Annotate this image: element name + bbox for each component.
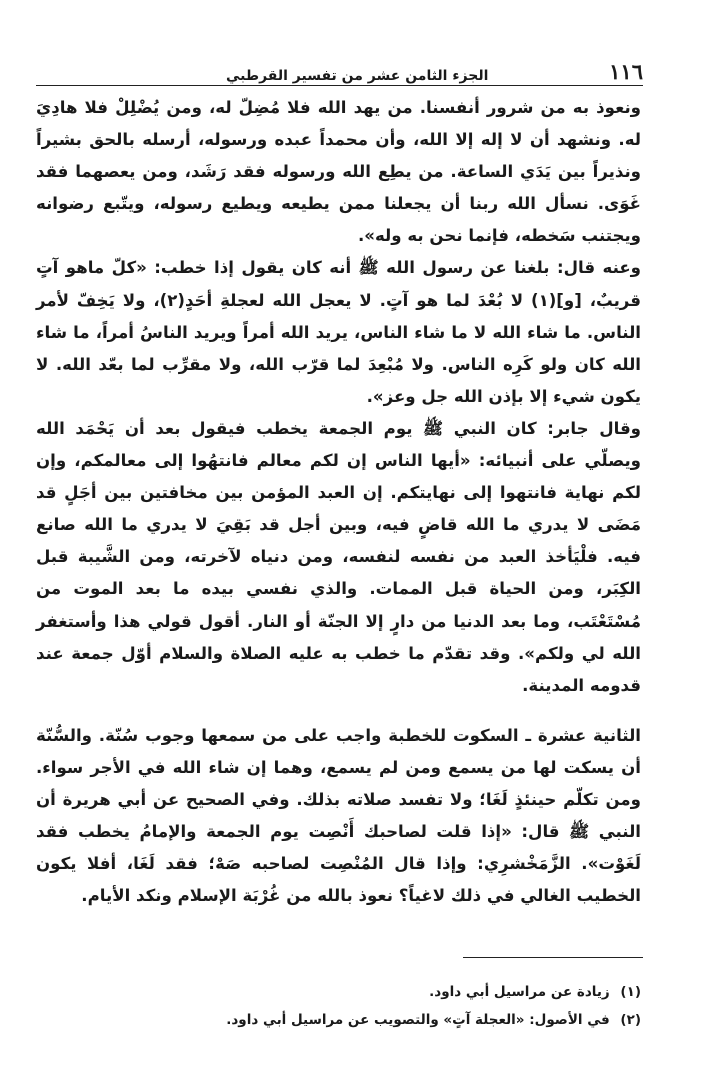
footnote-divider <box>463 957 643 958</box>
footnote-number: (١) <box>620 984 641 1000</box>
footnotes <box>36 978 641 1034</box>
footnote-text: زيادة عن مراسيل أبي داود. <box>429 984 610 1000</box>
paragraph: وقال جابر: كان النبي ﷺ يوم الجمعة يخطب فيقول بعد أن يَحْمَد الله ويصلّي على أنبيائه: «أيها الناس إن لكم معالم فانتهُوا إلى معالمكم، وإن لكم نهاية فانتهوا إلى نهايتكم. إن العبد المؤمن بين مخافتين بين أجَلٍ قد مَضَى لا يدري ما الله قاضٍ فيه، وبين أجل قد بَقِيَ لا يدري ما الله صانع فيه. فلْيَأخذ العبد من نفسه لنفسه، ومن دنياه لآخرته، ومن الشَّيبة قبل الكِبَر، ومن الحياة قبل الممات. والذي نفسي بيده ما بعد الموت من مُسْتَعْتَب، وما بعد الدنيا من دارٍ إلا الجنّة أو النار. أقول قولي هذا وأستغفر الله لي ولكم». وقد تقدّم ما خطب به عليه الصلاة والسلام أوّل جمعة عند قدومه المدينة. <box>36 418 641 695</box>
page-header <box>36 52 643 84</box>
paragraph: ونعوذ به من شرور أنفسنا. من يهد الله فلا مُضِلّ له، ومن يُضْلِلْ فلا هادِيَ له. ونشهد أن لا إله إلا الله، وأن محمداً عبده ورسوله، أرسله بالحق بشيراً ونذيراً بين يَدَي الساعة. من يطِع الله ورسوله فقد رَشَد، ومن يعصهما فقد غَوَى. نسأل الله ربنا أن يجعلنا ممن يطيعه ويطيع رسوله، ويتّبع رضوانه ويجتنب سَخطه، فإنما نحن به وله». <box>36 98 641 246</box>
page-number: ١١٦ <box>609 59 643 84</box>
main-text <box>36 92 641 912</box>
footnote-text: في الأصول: «العجلة آتٍ» والتصويب عن مراسيل أبي داود. <box>226 1012 610 1028</box>
paragraph: الثانية عشرة ـ السكوت للخطبة واجب على من سمعها وجوب سُنّة. والسُّنّة أن يسكت لها من يسمع ومن لم يسمع، وهما إن شاء الله في الأجر سواء. ومن تكلّم حينئذٍ لَغَا؛ ولا تفسد صلاته بذلك. وفي الصحيح عن أبي هريرة أن النبي ﷺ قال: «إذا قلت لصاحبك أَنْصِت يوم الجمعة والإمامُ يخطب فقد لَغَوْت». الزَّمَخْشرِي: وإذا قال المُنْصِت لصاحبه صَهْ؛ فقد لَغَا، أفلا يكون الخطيب الغالي في ذلك لاغياً؟ نعوذ بالله من غُرْبَة الإسلام ونكد الأيام. <box>36 725 641 906</box>
footnote-item <box>36 1006 641 1034</box>
paragraph: وعنه قال: بلغنا عن رسول الله ﷺ أنه كان يقول إذا خطب: «كلّ ماهو آتٍ قريبٌ، [و](١) لا بُعْدَ لما هو آتٍ. لا يعجل الله لعجلةِ أحَدٍ(٢)، ولا يَخِفّ لأمر الناس. ما شاء الله لا ما شاء الناس، يريد الله أمراً ويريد الناسُ أمراً، ما شاء الله كان ولو كَرِه الناس. ولا مُبْعِدَ لما قرّب الله، ولا مقرِّب لما بعّد الله. لا يكون شيء إلا بإذن الله جل وعز». <box>36 258 641 406</box>
footnote-number: (٢) <box>620 1012 641 1028</box>
running-title: الجزء الثامن عشر من تفسير القرطبي <box>226 68 489 84</box>
footnote-item <box>36 978 641 1006</box>
header-divider <box>36 85 643 86</box>
